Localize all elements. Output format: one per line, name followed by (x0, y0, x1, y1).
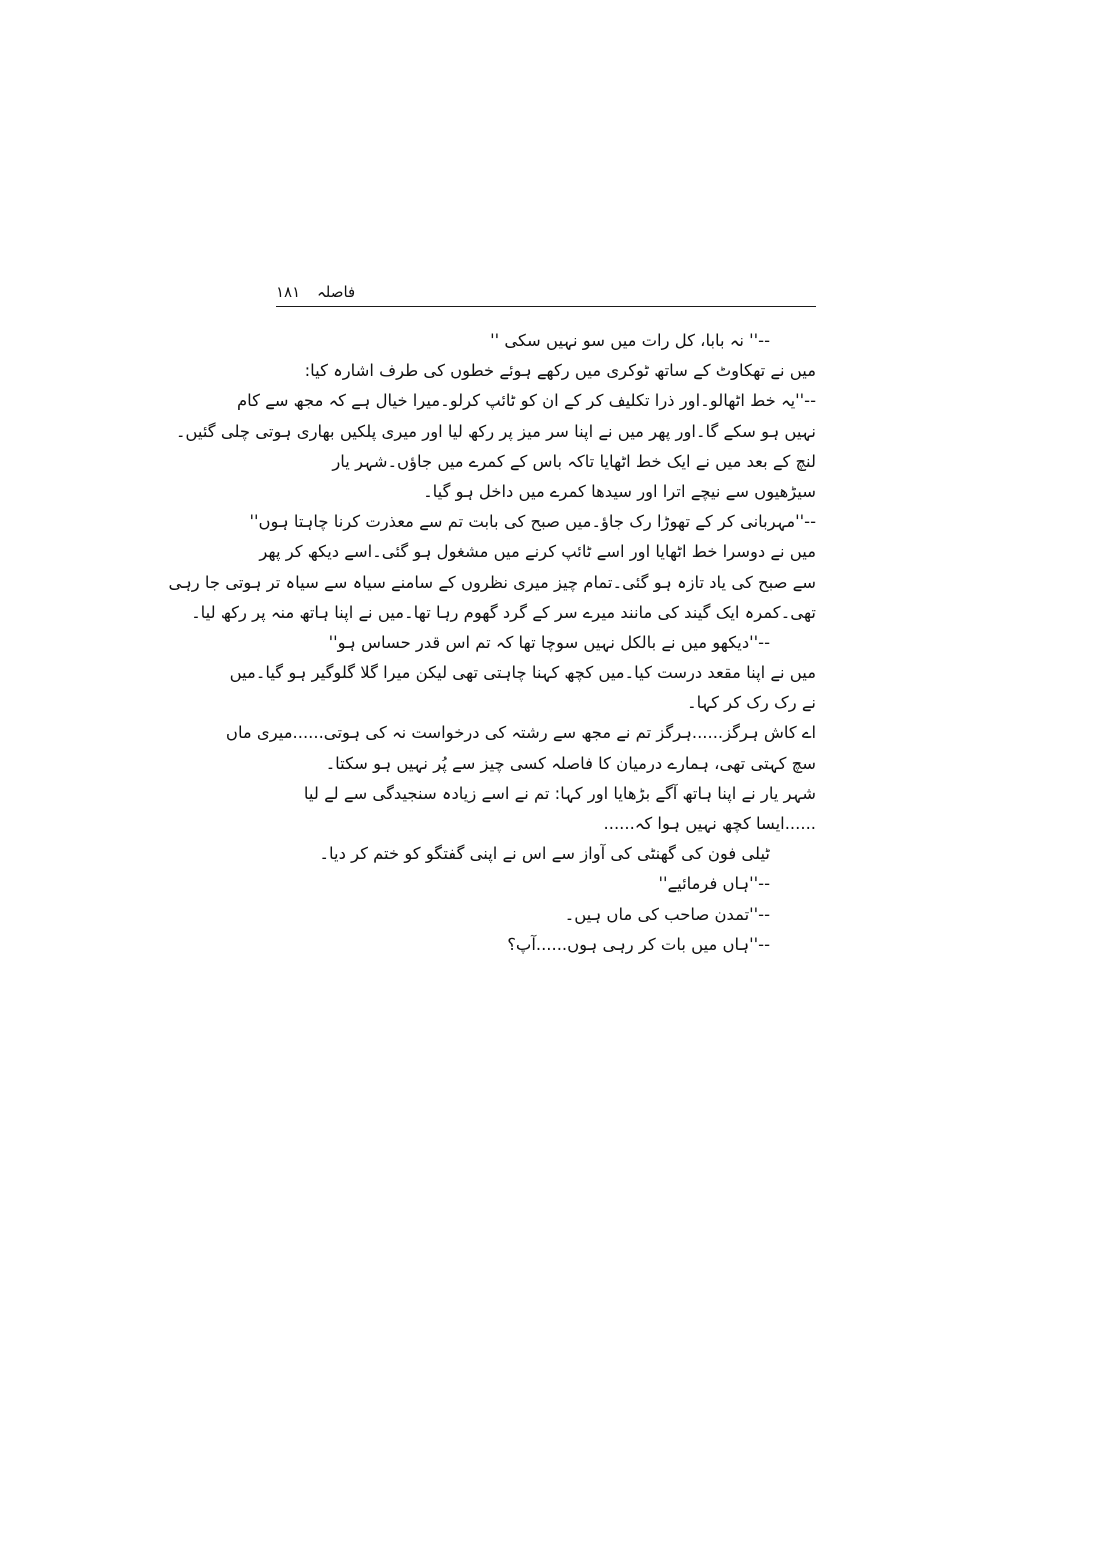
text-line: نہیں ہو سکے گا۔اور پھر میں نے اپنا سر میز پر رکھ لیا اور میری پلکیں بھاری ہوتی چلی گئیں۔ (175, 421, 816, 441)
text-line: --''مہربانی کر کے تھوڑا رک جاؤ۔میں صبح کی بابت تم سے معذرت کرنا چاہتا ہوں'' (249, 512, 816, 532)
text-line: ......ایسا کچھ نہیں ہوا کہ...... (603, 814, 816, 833)
text-line: میں نے اپنا مقعد درست کیا۔میں کچھ کہنا چاہتی تھی لیکن میرا گلا گلوگیر ہو گیا۔میں (229, 663, 816, 683)
text-line: --'' نہ بابا، کل رات میں سو نہیں سکی '' (490, 331, 770, 350)
text-line: سچ کہتی تھی، ہمارے درمیان کا فاصلہ کسی چیز سے پُر نہیں ہو سکتا۔ (325, 753, 816, 773)
text-line: --''ہاں فرمائیے'' (658, 874, 770, 894)
text-line: اے کاش ہرگز......ہرگز تم نے مجھ سے رشتہ کی درخواست نہ کی ہوتی......میری ماں (225, 723, 816, 743)
text-line: نے رک رک کر کہا۔ (686, 693, 816, 713)
text-line: میں نے تھکاوٹ کے ساتھ ٹوکری میں رکھے ہوئے خطوں کی طرف اشارہ کیا: (304, 361, 816, 381)
text-line: سیڑھیوں سے نیچے اترا اور سیدھا کمرے میں داخل ہو گیا۔ (423, 481, 816, 501)
text-line: --''ہاں میں بات کر رہی ہوں......آپ؟ (507, 934, 770, 954)
text-line: لنچ کے بعد میں نے ایک خط اٹھایا تاکہ باس کے کمرے میں جاؤں۔شہر یار (332, 451, 816, 471)
text-line: --''دیکھو میں نے بالکل نہیں سوچا تھا کہ تم اس قدر حساس ہو'' (328, 632, 770, 652)
running-head (276, 282, 355, 302)
text-line: میں نے دوسرا خط اٹھایا اور اسے ٹائپ کرنے میں مشغول ہو گئی۔اسے دیکھ کر پھر (259, 542, 816, 562)
page-header (276, 282, 816, 307)
text-line: --''تمدن صاحب کی ماں ہیں۔ (564, 904, 770, 924)
text-line: ٹیلی فون کی گھنٹی کی آواز سے اس نے اپنی گفتگو کو ختم کر دیا۔ (319, 844, 770, 864)
page-body (168, 326, 816, 960)
text-line: سے صبح کی یاد تازہ ہو گئی۔تمام چیز میری نظروں کے سامنے سیاہ سے سیاہ تر ہوتی جا رہی (168, 572, 816, 592)
page-number: ۱۸۱ (276, 283, 301, 301)
text-line: --''یہ خط اٹھالو۔اور ذرا تکلیف کر کے ان کو ٹائپ کرلو۔میرا خیال ہے کہ مجھ سے کام (236, 391, 816, 411)
text-line: تھی۔کمرہ ایک گیند کی مانند میرے سر کے گرد گھوم رہا تھا۔میں نے اپنا ہاتھ منہ پر رکھ لیا۔ (191, 602, 816, 622)
text-line: شہر یار نے اپنا ہاتھ آگے بڑھایا اور کہا: تم نے اسے زیادہ سنجیدگی سے لے لیا (303, 783, 816, 803)
book-title: فاصلہ (316, 283, 356, 301)
